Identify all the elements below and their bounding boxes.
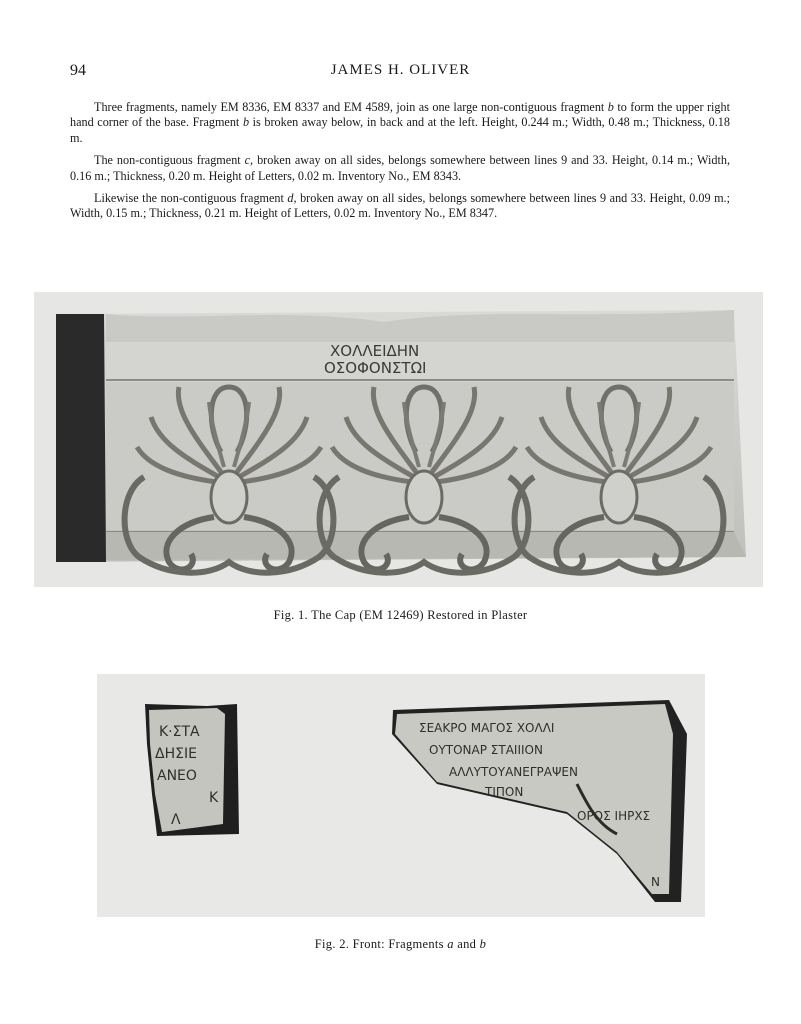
fragment-b-line-4: ΤΙΠΟΝ	[485, 785, 524, 799]
fragment-b-line-2: ΟΥΤΟΝΑΡ ΣΤΑΙΙΙΟΝ	[429, 743, 543, 757]
paragraph-3: Likewise the non-contiguous fragment d, broken away on all sides, belongs somewhere between lines 9 and 33. Height, 0.09 m.; Width, 0.15 m.; Thickness, 0.21 m. Height of Letters, 0.02 m. Inventory No., EM 8347.	[70, 191, 730, 221]
fragment-b-line-5: ΟΡΟΣ ΙΗΡΧΣ	[577, 809, 651, 823]
paragraph-1: Three fragments, namely EM 8336, EM 8337 and EM 4589, join as one large non-contiguous fragment b to form the upper right hand corner of the base. Fragment b is broken away below, in back and at the left. Height, 0.244 m.; Width, 0.48 m.; Thickness, 0.18 m.	[70, 100, 731, 145]
page-number: 94	[70, 62, 86, 79]
body-text	[70, 100, 730, 229]
fragment-a-line-1: Κ·ΣΤΑ	[159, 724, 200, 740]
figure-2-caption: Fig. 2. Front: Fragments a and b	[314, 937, 487, 951]
cap-inscription-line-2: ΟΣΟΦΟΝΣΤΩΙ	[324, 359, 427, 377]
figure-2-photo	[97, 674, 705, 917]
page-header	[70, 62, 731, 86]
fragment-a-line-3: ΑΝΕΟ	[157, 768, 197, 784]
figure-1-photo	[34, 292, 763, 587]
fragment-b-line-3: ΑΛΛΥΤΟΥΑΝΕΓΡΑΨΕΝ	[449, 765, 578, 779]
fragment-a-line-2: ΔΗΣΙΕ	[155, 746, 197, 762]
figure-1-caption: Fig. 1. The Cap (EM 12469) Restored in Plaster	[273, 608, 528, 622]
running-head: JAMES H. OLIVER	[330, 62, 471, 78]
paragraph-2: The non-contiguous fragment c, broken away on all sides, belongs somewhere between lines 9 and 33. Height, 0.14 m.; Width, 0.16 m.; Thickness, 0.20 m. Height of Letters, 0.02 m. Inventory No., EM 8343.	[70, 153, 730, 183]
fragment-a-line-4: Κ	[209, 790, 219, 806]
fragment-b-line-6: Ν	[651, 875, 660, 889]
cap-relief-image	[34, 292, 763, 587]
fragments-image	[97, 674, 705, 917]
fragment-a-line-5: Λ	[171, 812, 181, 828]
cap-inscription-line-1: ΧΟΛΛΕΙΔΗΝ	[330, 342, 420, 360]
fragment-b-line-1: ΣΕΑΚΡΟ ΜΑΓΟΣ ΧΟΛΛΙ	[419, 721, 555, 735]
